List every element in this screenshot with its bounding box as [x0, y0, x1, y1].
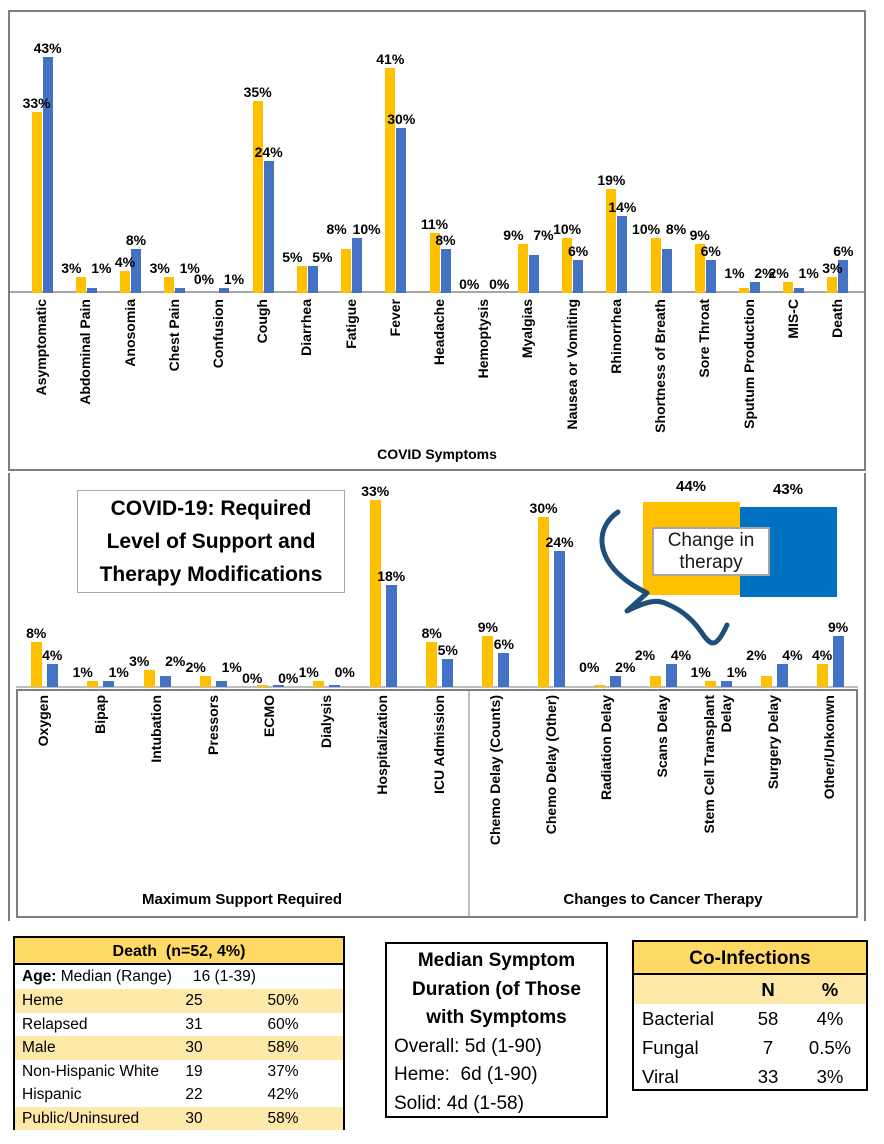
value-label: 9% [689, 226, 710, 243]
bar [666, 664, 677, 687]
death-table [13, 936, 345, 1130]
bar [47, 664, 58, 687]
value-label: 7% [533, 226, 554, 243]
value-label: 6% [700, 243, 721, 259]
value-label: 4% [670, 647, 692, 664]
value-label: 1% [724, 265, 745, 281]
duration-title-line3: with Symptoms [426, 1007, 567, 1028]
category-label: Chemo Delay (Counts) [486, 695, 503, 846]
value-label: 11% [420, 215, 449, 232]
value-label: 0% [278, 670, 299, 686]
value-label: 9% [503, 226, 524, 243]
death-table-rows [15, 989, 343, 1130]
value-label: 19% [597, 171, 626, 188]
category-label: Surgery Delay [765, 695, 782, 790]
value-label: 2% [615, 658, 636, 675]
value-label: 1% [221, 658, 242, 675]
value-label: 1% [223, 270, 245, 287]
table-row: Viral 33 3% [642, 1066, 844, 1087]
coinfections-header-row: N % [634, 975, 866, 1004]
value-label: 41% [376, 50, 405, 67]
category-label: Pressors [204, 695, 221, 755]
value-label: 8% [421, 624, 442, 641]
table-row: Heme 25 50% [15, 989, 343, 1013]
annotation-blue-value-label: 43% [772, 481, 804, 498]
bar [103, 681, 114, 687]
change-in-therapy-label-box [652, 527, 770, 576]
duration-title-line2: Duration (of Those [412, 978, 581, 1000]
death-table-age-row [15, 965, 343, 989]
value-label: 3% [822, 259, 843, 276]
bar [650, 676, 661, 687]
age-label-bold: Age: [22, 968, 57, 985]
coinfections-title: Co-Infections [634, 942, 866, 975]
value-label: 1% [72, 664, 93, 681]
value-label: 5% [312, 248, 333, 265]
age-value: 16 (1-39) [193, 968, 256, 985]
category-label: Cough [254, 299, 271, 344]
category-label: Confusion [209, 299, 226, 369]
category-label: Scans Delay [654, 695, 670, 778]
value-label: 1% [91, 259, 112, 276]
value-label: 10% [553, 221, 582, 237]
bar [817, 664, 828, 687]
table-row: Hispanic 22 42% [22, 1086, 299, 1103]
change-label-line1: Change in [667, 530, 755, 551]
value-label: 9% [828, 619, 849, 635]
chart2-title-line3: Therapy Modifications [99, 563, 323, 586]
value-label: 2% [754, 265, 775, 281]
category-label: Nausea or Vomiting [563, 299, 580, 430]
death-table-title: Death (n=52, 4%) [15, 938, 343, 965]
bar [482, 636, 493, 687]
bar [442, 659, 453, 687]
value-label: 33% [361, 482, 390, 499]
value-label: 10% [632, 221, 661, 237]
category-label: Headache [431, 299, 447, 366]
category-label: Fever [386, 299, 403, 337]
value-label: 4% [42, 647, 63, 664]
value-label: 30% [387, 111, 416, 127]
category-label: Asymptomatic [33, 299, 50, 396]
value-label: 24% [254, 144, 283, 160]
bar [777, 664, 788, 687]
group-label-max-support: Maximum Support Required [141, 891, 343, 908]
value-label: 8% [326, 221, 347, 237]
category-label: Bipap [91, 695, 108, 734]
bar [370, 500, 381, 687]
median-duration-box [385, 942, 608, 1118]
category-label: Chest Pain [165, 299, 182, 372]
chart2-title-box [77, 490, 345, 593]
value-label: 8% [665, 221, 687, 237]
value-label: 0% [193, 270, 215, 287]
bar [426, 642, 437, 687]
chart2-title-line2: Level of Support and [106, 530, 316, 553]
category-label: Chemo Delay (Other) [542, 695, 559, 835]
value-label: 14% [608, 199, 637, 215]
value-label: 9% [477, 619, 498, 635]
category-label: Sore Throat [696, 299, 713, 378]
value-label: 5% [437, 641, 458, 658]
category-label: Diarrhea [298, 299, 315, 356]
category-label: Radiation Delay [598, 695, 615, 801]
bar [329, 685, 340, 687]
bar [554, 551, 565, 687]
value-label: 0% [242, 670, 263, 686]
bar [200, 676, 211, 687]
value-label: 24% [545, 533, 574, 550]
value-label: 30% [529, 499, 558, 516]
value-label: 1% [179, 259, 200, 276]
value-label: 3% [129, 653, 150, 669]
table-row: Relapsed 31 60% [22, 1015, 299, 1033]
category-label: Shortness of Breath [652, 299, 669, 433]
covid-symptoms-axis-title: COVID Symptoms [377, 446, 497, 462]
bar [705, 681, 716, 687]
category-label: Abdominal Pain [77, 299, 94, 405]
value-label: 2% [746, 647, 767, 664]
bar [144, 670, 155, 687]
value-label: 6% [568, 243, 589, 259]
value-label: 0% [334, 664, 355, 681]
value-label: 33% [22, 94, 51, 111]
value-label: 1% [690, 664, 711, 681]
category-label: Rhinorrhea [607, 299, 624, 374]
bar [160, 676, 171, 687]
category-label: Hospitalization [374, 695, 391, 795]
category-label: ECMO [261, 695, 278, 737]
value-label: 0% [579, 658, 600, 675]
category-label: ICU Admission [430, 695, 447, 795]
value-label: 2% [768, 265, 789, 281]
value-label: 10% [352, 221, 381, 237]
value-label: 5% [282, 248, 303, 265]
bar [313, 681, 324, 687]
value-label: 2% [634, 647, 656, 664]
value-label: 4% [114, 254, 136, 270]
value-label: 3% [61, 259, 82, 276]
duration-heme: Heme: 6d (1-90) [394, 1064, 538, 1085]
annotation-yellow-value-label: 44% [675, 478, 707, 495]
category-label: Hemoptysis [475, 299, 492, 379]
value-label: 35% [243, 83, 272, 100]
value-label: 1% [298, 664, 319, 681]
table-row: Non-Hispanic White 19 37% [22, 1062, 299, 1080]
bar [87, 681, 98, 687]
value-label: 1% [108, 664, 129, 681]
change-label-line2: therapy [679, 552, 743, 573]
value-label: 4% [812, 647, 833, 664]
category-label: Oxygen [35, 695, 52, 747]
value-label: 2% [165, 653, 186, 669]
bar [610, 676, 621, 687]
value-label: 6% [493, 636, 514, 652]
duration-title-line1: Median Symptom [417, 950, 576, 971]
value-label: 18% [377, 567, 406, 584]
bar [594, 685, 605, 687]
age-label-rest: Median (Range) [56, 968, 172, 985]
table-row: Male 30 58% [15, 1036, 343, 1060]
value-label: 43% [33, 39, 62, 56]
coinfections-table [632, 940, 868, 1091]
value-label: 3% [149, 259, 170, 276]
category-label: Fatigue [342, 299, 359, 349]
category-label: Intubation [148, 695, 165, 763]
value-label: 0% [459, 276, 480, 292]
bar [31, 642, 42, 687]
bar [216, 681, 227, 687]
category-label: Anosomia [121, 299, 138, 367]
duration-overall: Overall: 5d (1-90) [394, 1035, 542, 1057]
value-label: 8% [435, 232, 456, 248]
category-label: Sputum Production [740, 299, 757, 429]
value-label: 6% [833, 243, 854, 259]
bar [721, 681, 732, 687]
category-label: MIS-C [784, 299, 801, 339]
bar [833, 636, 844, 687]
table-row: Fungal 7 0.5% [642, 1037, 852, 1058]
value-label: 4% [782, 647, 803, 664]
group-label-therapy-changes: Changes to Cancer Therapy [563, 891, 763, 908]
value-label: 8% [125, 232, 147, 248]
bar [498, 653, 509, 687]
value-label: 1% [726, 664, 747, 681]
category-label: Stem Cell Transplant Delay [700, 695, 734, 834]
table-row: Public/Uninsured 30 58% [15, 1107, 343, 1131]
value-label: 1% [798, 265, 819, 281]
table-row: Bacterial 58 4% [642, 1008, 844, 1029]
value-label: 8% [26, 624, 47, 641]
category-label: Myalgias [519, 299, 536, 359]
category-label: Death [828, 299, 845, 338]
bar [761, 676, 772, 687]
duration-solid: Solid: 4d (1-58) [394, 1092, 524, 1114]
value-label: 2% [185, 658, 206, 675]
bar [386, 585, 397, 687]
category-label: Dialysis [317, 695, 334, 748]
category-label: Other/Unkonwn [821, 695, 838, 800]
value-label: 0% [489, 276, 510, 292]
chart2-title-line1: COVID-19: Required [110, 497, 312, 520]
